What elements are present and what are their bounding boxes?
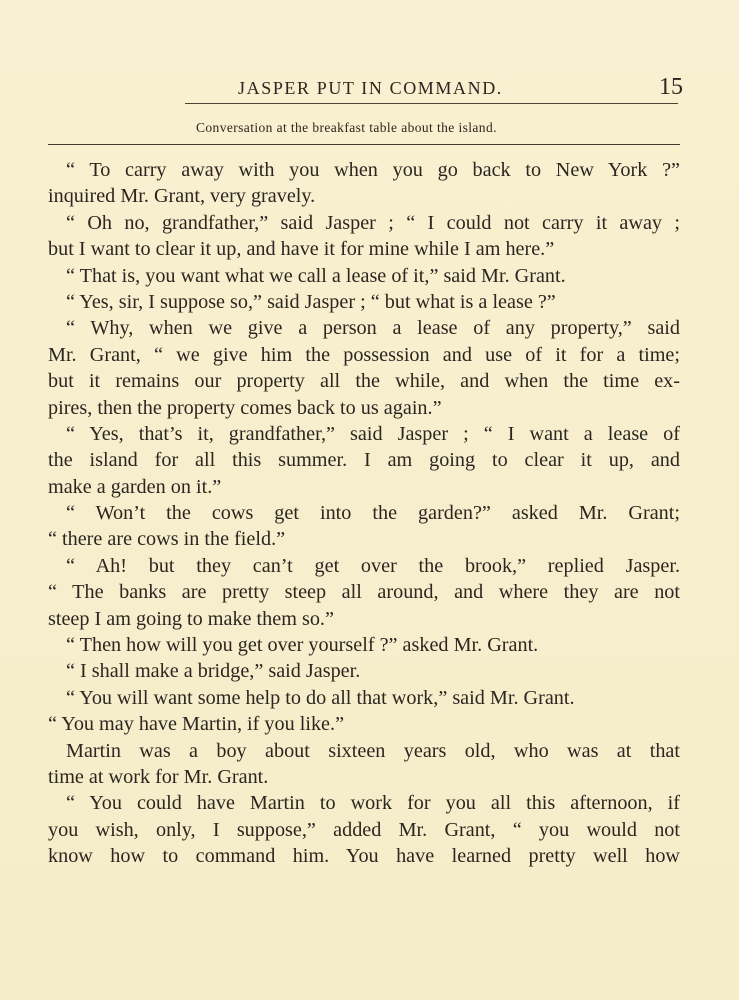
running-title: JASPER PUT IN COMMAND. bbox=[238, 78, 503, 98]
text-line: time at work for Mr. Grant. bbox=[48, 765, 269, 788]
text-line: “ The banks are pretty steep all around, and where they are not bbox=[48, 581, 680, 604]
text-line: pires, then the property comes back to us again.” bbox=[48, 396, 442, 419]
text-line: “ Yes, that’s it, grandfather,” said Jasper ; “ I want a lease of bbox=[66, 422, 680, 445]
text-line: make a garden on it.” bbox=[48, 475, 222, 498]
text-line: but I want to clear it up, and have it for mine while I am here.” bbox=[48, 238, 555, 261]
text-line: “ there are cows in the field.” bbox=[48, 528, 286, 551]
text-line: Martin was a boy about sixteen years old, who was at that bbox=[66, 739, 680, 762]
text-line: “ That is, you want what we call a lease of it,” said Mr. Grant. bbox=[66, 264, 566, 287]
text-line: but it remains our property all the while, and when the time ex- bbox=[48, 370, 680, 393]
text-line: steep I am going to make them so.” bbox=[48, 607, 334, 630]
text-line: “ Ah! but they can’t get over the brook,” replied Jasper. bbox=[66, 554, 680, 577]
text-line: “ Then how will you get over yourself ?” asked Mr. Grant. bbox=[66, 634, 539, 657]
text-line: you wish, only, I suppose,” added Mr. Grant, “ you would not bbox=[48, 818, 680, 841]
text-line: “ Why, when we give a person a lease of any property,” said bbox=[66, 317, 680, 340]
text-line: “ You may have Martin, if you like.” bbox=[48, 713, 345, 736]
page-number: 15 bbox=[659, 74, 683, 100]
text-line: the island for all this summer. I am going to clear it up, and bbox=[48, 449, 680, 472]
caption-rule bbox=[48, 144, 680, 145]
header-rule bbox=[185, 103, 678, 104]
text-line: “ Yes, sir, I suppose so,” said Jasper ; “ but what is a lease ?” bbox=[66, 290, 556, 313]
text-line: inquired Mr. Grant, very gravely. bbox=[48, 185, 316, 208]
text-line: “ Oh no, grandfather,” said Jasper ; “ I could not carry it away ; bbox=[66, 211, 680, 234]
text-line: “ To carry away with you when you go back to New York ?” bbox=[66, 159, 680, 181]
text-line: “ I shall make a bridge,” said Jasper. bbox=[66, 660, 361, 683]
text-line: “ Won’t the cows get into the garden?” asked Mr. Grant; bbox=[66, 502, 680, 525]
text-line: know how to command him. You have learned pretty well how bbox=[48, 845, 680, 868]
body-text bbox=[48, 157, 680, 870]
running-head bbox=[48, 76, 683, 104]
section-caption: Conversation at the breakfast table about the island. bbox=[196, 120, 497, 135]
text-line: Mr. Grant, “ we give him the possession and use of it for a time; bbox=[48, 343, 680, 366]
text-line: “ You will want some help to do all that work,” said Mr. Grant. bbox=[66, 686, 575, 709]
text-line: “ You could have Martin to work for you all this afternoon, if bbox=[66, 792, 680, 815]
